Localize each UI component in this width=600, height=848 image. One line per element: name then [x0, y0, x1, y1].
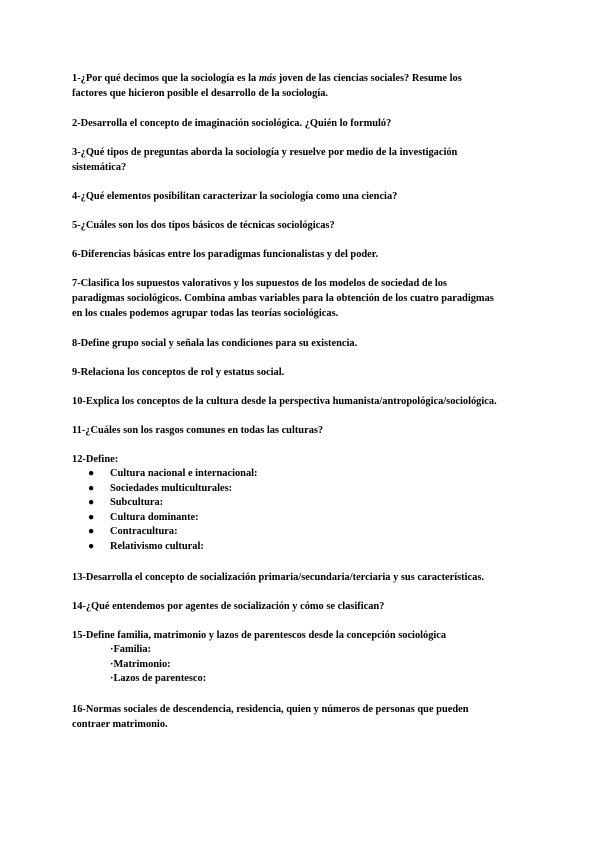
question-4	[72, 189, 542, 204]
question-7	[72, 276, 542, 321]
question-5-text: 5-¿Cuáles son los dos tipos básicos de técnicas sociológicas?	[72, 220, 335, 231]
list-item: ● Subcultura:	[88, 496, 258, 511]
question-5	[72, 218, 542, 233]
list-item: ● Contracultura:	[88, 525, 258, 540]
bullet-icon: ●	[88, 497, 95, 509]
question-3-line-2: sistemática?	[72, 162, 127, 173]
list-item: ·Matrimonio:	[110, 658, 171, 670]
question-16-line-1: 16-Normas sociales de descendencia, residencia, quien y números de personas que pueden	[72, 704, 469, 715]
list-item: ● Sociedades multiculturales:	[88, 482, 258, 497]
question-4-text: 4-¿Qué elementos posibilitan caracterizar la sociología como una ciencia?	[72, 191, 398, 202]
bullet-icon: ●	[88, 468, 95, 479]
question-16	[72, 702, 542, 732]
question-1	[72, 71, 542, 101]
question-16-line-2: contraer matrimonio.	[72, 719, 168, 730]
question-2	[72, 116, 542, 131]
family-terms-list	[110, 643, 206, 687]
question-14	[72, 599, 542, 614]
question-12	[72, 452, 542, 467]
question-10	[72, 394, 542, 409]
question-3	[72, 145, 542, 175]
question-15-text: 15-Define familia, matrimonio y lazos de parentescos desde la concepción sociológica	[72, 630, 447, 641]
question-13-text: 13-Desarrolla el concepto de socialización primaria/secundaria/terciaria y sus características.	[72, 572, 484, 583]
question-6	[72, 247, 542, 262]
bullet-icon: ●	[88, 540, 95, 552]
question-8	[72, 336, 542, 351]
list-item: ● Cultura dominante:	[88, 511, 258, 526]
bullet-icon: ●	[88, 511, 95, 523]
question-9-text: 9-Relaciona los conceptos de rol y estatus social.	[72, 367, 285, 378]
question-14-text: 14-¿Qué entendemos por agentes de socialización y cómo se clasifican?	[72, 601, 385, 612]
question-3-line-1: 3-¿Qué tipos de preguntas aborda la sociología y resuelve por medio de la investigación	[72, 147, 458, 158]
question-1-line-2: factores que hicieron posible el desarrollo de la sociología.	[72, 88, 329, 99]
bullet-icon: ●	[88, 482, 95, 494]
question-10-text: 10-Explica los conceptos de la cultura desde la perspectiva humanista/antropológica/sociológica.	[72, 396, 497, 407]
question-7-line-3: en los cuales podemos agrupar todas las teorías sociológicas.	[72, 308, 339, 319]
list-item: ● Cultura nacional e internacional:	[88, 467, 258, 482]
question-15	[72, 628, 542, 643]
question-11	[72, 423, 542, 438]
question-6-text: 6-Diferencias básicas entre los paradigmas funcionalistas y del poder.	[72, 249, 379, 260]
question-1-line-1: 1-¿Por qué decimos que la sociología es la más joven de las ciencias sociales? Resume los	[72, 73, 462, 84]
list-item: ● Relativismo cultural:	[88, 540, 258, 555]
question-12-text: 12-Define:	[72, 454, 119, 465]
question-2-text: 2-Desarrolla el concepto de imaginación sociológica. ¿Quién lo formuló?	[72, 118, 392, 129]
question-13	[72, 570, 542, 585]
question-8-text: 8-Define grupo social y señala las condiciones para su existencia.	[72, 338, 358, 349]
question-11-text: 11-¿Cuáles son los rasgos comunes en todas las culturas?	[72, 425, 324, 436]
list-item: ·Familia:	[110, 644, 151, 655]
question-7-line-2: paradigmas sociológicos. Combina ambas variables para la obtención de los cuatro paradigmas	[72, 293, 494, 304]
question-9	[72, 365, 542, 380]
emphasis-text: más	[258, 73, 277, 84]
list-item: ·Lazos de parentesco:	[110, 673, 207, 685]
question-7-line-1: 7-Clasifica los supuestos valorativos y los supuestos de los modelos de sociedad de los	[72, 278, 447, 289]
bullet-icon: ●	[88, 526, 95, 538]
definitions-bullet-list	[88, 467, 258, 555]
